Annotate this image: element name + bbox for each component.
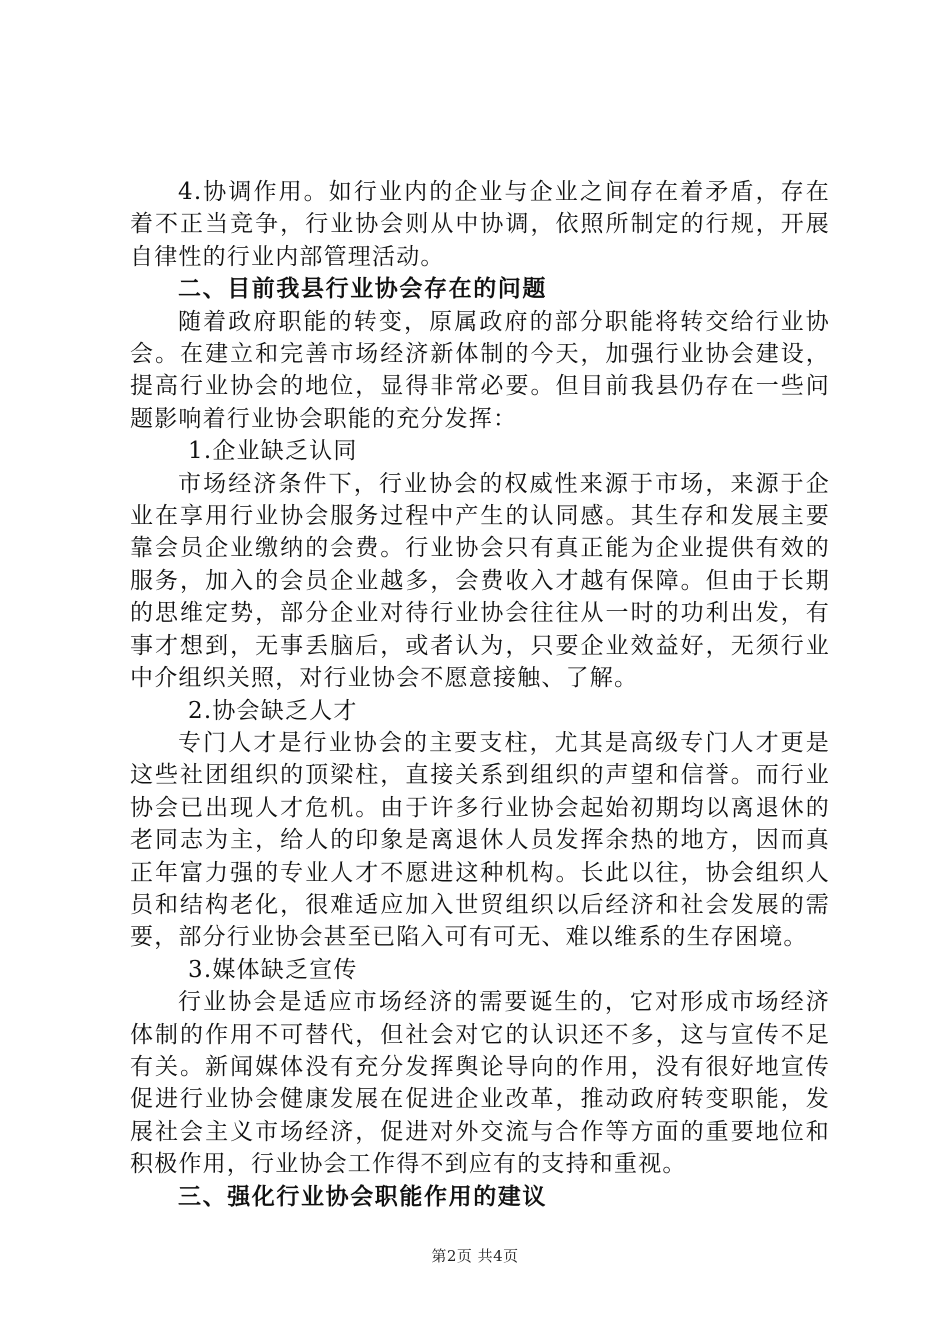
paragraph-lack-of-recognition: 市场经济条件下，行业协会的权威性来源于市场，来源于企业在享用行业协会服务过程中产生的认同感。其生存和发展主要靠会员企业缴纳的会费。行业协会只有真正能为企业提供有效的服务，加入的会员企业越多，会费收入才越有保障。但由于长期的思维定势，部分企业对待行业协会往往从一时的功利出发，有事才想到，无事丢脑后，或者认为，只要企业效益好，无须行业中介组织关照，对行业协会不愿意接触、了解。 — [130, 470, 830, 692]
section-heading-problems: 二、目前我县行业协会存在的问题 — [178, 276, 547, 303]
paragraph-lack-of-publicity: 行业协会是适应市场经济的需要诞生的，它对形成市场经济体制的作用不可替代，但社会对它的认识还不多，这与宣传不足有关。新闻媒体没有充分发挥舆论导向的作用，没有很好地宣传促进行业协会健康发展在促进企业改革，推动政府转变职能，发展社会主义市场经济，促进对外交流与合作等方面的重要地位和积极作用，行业协会工作得不到应有的支持和重视。 — [130, 989, 830, 1178]
section-heading-suggestions: 三、强化行业协会职能作用的建议 — [178, 1183, 547, 1210]
subheading-lack-of-recognition: 1.企业缺乏认同 — [188, 438, 358, 465]
document-body — [130, 176, 830, 1213]
paragraph-coordination-role: 4.协调作用。如行业内的企业与企业之间存在着矛盾，存在着不正当竞争，行业协会则从中协调，依照所制定的行规，开展自律性的行业内部管理活动。 — [130, 179, 830, 270]
subheading-lack-of-publicity: 3.媒体缺乏宣传 — [188, 956, 358, 983]
paragraph-lack-of-talent: 专门人才是行业协会的主要支柱，尤其是高级专门人才更是这些社团组织的顶梁柱，直接关系到组织的声望和信誉。而行业协会已出现人才危机。由于许多行业协会起始初期均以离退休的老同志为主，给人的印象是离退休人员发挥余热的地方，因而真正年富力强的专业人才不愿进这种机构。长此以往，协会组织人员和结构老化，很难适应加入世贸组织以后经济和社会发展的需要，部分行业协会甚至已陷入可有可无、难以维系的生存困境。 — [130, 729, 830, 951]
paragraph-problems-intro: 随着政府职能的转变，原属政府的部分职能将转交给行业协会。在建立和完善市场经济新体制的今天，加强行业协会建设，提高行业协会的地位，显得非常必要。但目前我县仍存在一些问题影响着行业协会职能的充分发挥： — [130, 308, 830, 432]
page-footer: 第2页 共4页 — [431, 1247, 519, 1265]
subheading-lack-of-talent: 2.协会缺乏人才 — [188, 697, 358, 724]
